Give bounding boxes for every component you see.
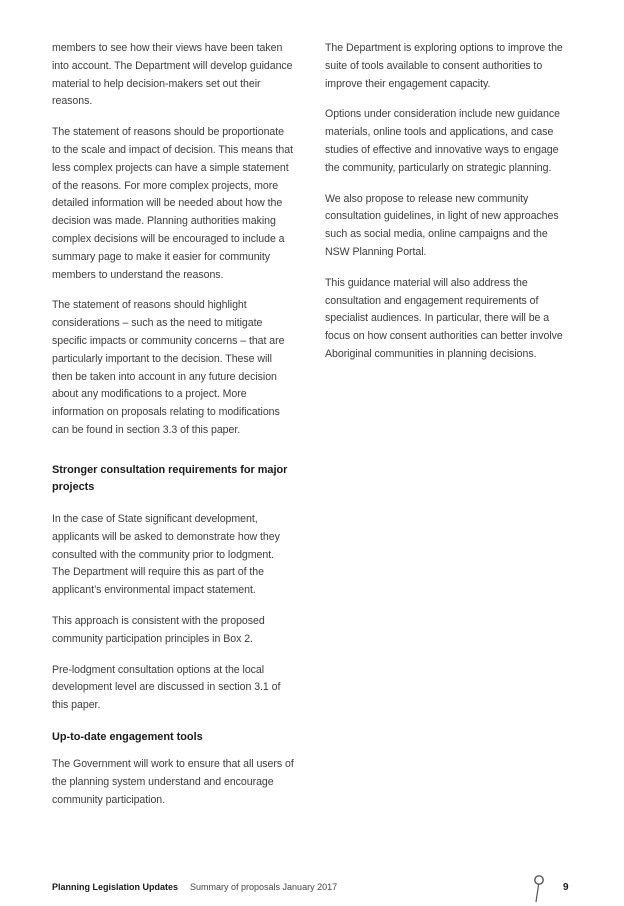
right-paragraph-2: Options under consideration include new guidance materials, online tools and applications, and case studies of effective and innovative ways to engage the community, particularly on strategic planning. (325, 108, 560, 174)
right-paragraph-4: This guidance material will also address the consultation and engagement requirements of specialist audiences. In particular, there will be a focus on how consent authorities can better involve Aboriginal communities in planning decisions. (325, 276, 563, 360)
right-paragraph-3: We also propose to release new community consultation guidelines, in light of new approaches such as social media, online campaigns and the NSW Planning Portal. (325, 192, 559, 258)
map-pin-icon (530, 874, 548, 904)
footer-title: Planning Legislation Updates (52, 882, 179, 892)
page-footer (52, 882, 572, 904)
left-column (52, 40, 294, 823)
heading-consultation-requirements: Stronger consultation requirements for major projects (52, 463, 288, 494)
heading-engagement-tools: Up-to-date engagement tools (52, 730, 203, 743)
right-column (325, 40, 571, 377)
left-paragraph-3: The statement of reasons should highlight considerations – such as the need to mitigate specific impacts or community concerns – that are particularly important to the decision. These will then be taken into account in any future decision about any modifications to a project. More information on proposals relating to modifications can be found in section 3.3 of this paper. (52, 299, 285, 436)
page-number: 9 (563, 882, 569, 893)
left-paragraph-4: In the case of State significant development, applicants will be asked to demonstrate how they consulted with the community prior to lodgment. The Department will require this as part of the applicant’s environmental impact statement. (52, 512, 280, 597)
left-paragraph-6: Pre-lodgment consultation options at the local development level are discussed in section 3.1 of this paper. (52, 663, 281, 712)
left-paragraph-2: The statement of reasons should be proportionate to the scale and impact of decision. This means that less complex projects can have a simple statement of the reasons. For more complex projects, more detailed information will be needed about how the decision was made. Planning authorities making complex decisions will be encouraged to include a summary page to make it easier for community members to understand the reasons. (52, 126, 293, 281)
left-paragraph-1: members to see how their views have been taken into account. The Department will develop guidance material to help decision-makers set out their reasons. (52, 42, 293, 108)
left-paragraph-7: The Government will work to ensure that all users of the planning system understand and encourage community participation. (52, 758, 294, 807)
left-paragraph-5: This approach is consistent with the proposed community participation principles in Box 2. (52, 614, 265, 645)
footer-subtitle: Summary of proposals January 2017 (190, 882, 338, 892)
right-paragraph-1: The Department is exploring options to improve the suite of tools available to consent authorities to improve their engagement capacity. (325, 42, 563, 90)
